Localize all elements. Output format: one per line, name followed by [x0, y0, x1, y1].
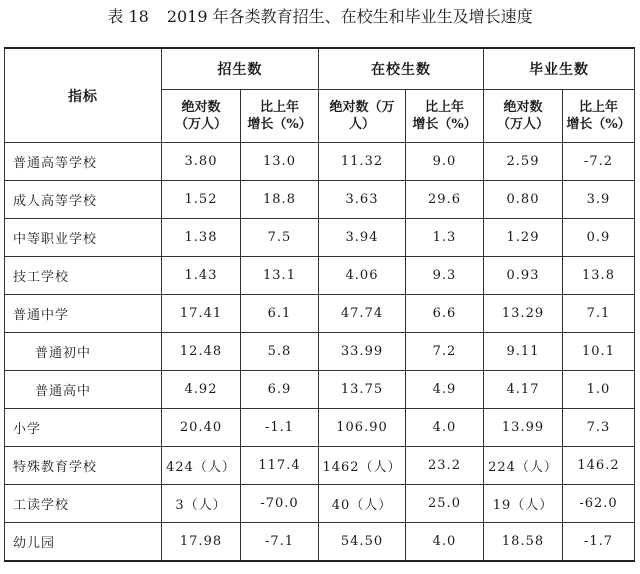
table-cell: 9.0	[406, 143, 484, 181]
row-label: 工读学校	[5, 485, 162, 523]
row-label: 中等职业学校	[5, 219, 162, 257]
table-cell: 11.32	[319, 143, 406, 181]
table-cell: 23.2	[406, 447, 484, 485]
table-cell: 20.40	[162, 409, 241, 447]
table-title	[0, 0, 640, 40]
indicator-header: 指标	[5, 48, 162, 143]
row-label: 特殊教育学校	[5, 447, 162, 485]
table-cell: 19（人）	[484, 485, 563, 523]
table-cell: 424（人）	[162, 447, 241, 485]
table-cell: 7.2	[406, 333, 484, 371]
table-cell: 3.80	[162, 143, 241, 181]
table-cell: -7.1	[241, 523, 319, 562]
table-cell: 4.0	[406, 523, 484, 562]
row-label: 普通中学	[5, 295, 162, 333]
table-cell: 13.1	[241, 257, 319, 295]
table-cell: -62.0	[563, 485, 635, 523]
table-cell: 7.3	[563, 409, 635, 447]
row-label: 小学	[5, 409, 162, 447]
table-cell: 9.3	[406, 257, 484, 295]
table-cell: 0.93	[484, 257, 563, 295]
table-caption: 2019 年各类教育招生、在校生和毕业生及增长速度	[166, 7, 533, 26]
table-row	[5, 333, 635, 371]
table-row	[5, 143, 635, 181]
row-label: 普通高中	[5, 371, 162, 409]
row-label: 成人高等学校	[5, 181, 162, 219]
table-cell: 1462（人）	[319, 447, 406, 485]
table-cell: 13.75	[319, 371, 406, 409]
sub-header: 绝对数 （万人）	[484, 90, 563, 143]
table-cell: 2.59	[484, 143, 563, 181]
table-cell: 40（人）	[319, 485, 406, 523]
table-row	[5, 257, 635, 295]
table-cell: 1.52	[162, 181, 241, 219]
sub-header: 比上年 增长（%）	[241, 90, 319, 143]
table-cell: 4.17	[484, 371, 563, 409]
table-cell: 1.0	[563, 371, 635, 409]
table-cell: 1.43	[162, 257, 241, 295]
table-cell: 13.0	[241, 143, 319, 181]
table-cell: 18.8	[241, 181, 319, 219]
table-cell: 12.48	[162, 333, 241, 371]
table-cell: 7.5	[241, 219, 319, 257]
table-cell: -1.7	[563, 523, 635, 562]
table-cell: -7.2	[563, 143, 635, 181]
table-cell: 29.6	[406, 181, 484, 219]
sub-header: 绝对数（万 人）	[319, 90, 406, 143]
table-cell: 106.90	[319, 409, 406, 447]
table-cell: 47.74	[319, 295, 406, 333]
table-cell: 6.6	[406, 295, 484, 333]
table-cell: 13.8	[563, 257, 635, 295]
table-cell: 117.4	[241, 447, 319, 485]
table-cell: 146.2	[563, 447, 635, 485]
table-cell: 4.9	[406, 371, 484, 409]
table-cell: 18.58	[484, 523, 563, 562]
table-cell: 0.80	[484, 181, 563, 219]
education-stats-table	[4, 47, 635, 562]
table-cell: 4.92	[162, 371, 241, 409]
row-label: 技工学校	[5, 257, 162, 295]
table-number: 表 18	[107, 7, 149, 26]
row-label: 普通高等学校	[5, 143, 162, 181]
table-cell: 13.29	[484, 295, 563, 333]
table-row	[5, 523, 635, 562]
table-cell: 5.8	[241, 333, 319, 371]
table-cell: 10.1	[563, 333, 635, 371]
table-cell: 1.29	[484, 219, 563, 257]
table-row	[5, 485, 635, 523]
sub-header: 比上年 增长（%）	[563, 90, 635, 143]
sub-header: 比上年 增长（%）	[406, 90, 484, 143]
table-cell: 1.3	[406, 219, 484, 257]
table-cell: 13.99	[484, 409, 563, 447]
table-cell: 6.1	[241, 295, 319, 333]
sub-header: 绝对数 （万人）	[162, 90, 241, 143]
table-cell: 3.9	[563, 181, 635, 219]
table-body	[5, 143, 635, 562]
table-cell: 9.11	[484, 333, 563, 371]
table-row	[5, 295, 635, 333]
table-cell: 7.1	[563, 295, 635, 333]
table-row	[5, 409, 635, 447]
table-cell: 0.9	[563, 219, 635, 257]
table-cell: -70.0	[241, 485, 319, 523]
students-header: 在校生数	[319, 48, 484, 90]
enrollment-header: 招生数	[162, 48, 319, 90]
table-cell: 33.99	[319, 333, 406, 371]
table-cell: 1.38	[162, 219, 241, 257]
table-cell: 224（人）	[484, 447, 563, 485]
table-row	[5, 447, 635, 485]
table-row	[5, 181, 635, 219]
table-cell: 17.41	[162, 295, 241, 333]
table-row	[5, 219, 635, 257]
table-cell: -1.1	[241, 409, 319, 447]
graduates-header: 毕业生数	[484, 48, 635, 90]
table-cell: 3.94	[319, 219, 406, 257]
header-row-groups	[5, 48, 635, 90]
table-cell: 4.06	[319, 257, 406, 295]
table-cell: 3（人）	[162, 485, 241, 523]
table-row	[5, 371, 635, 409]
row-label: 幼儿园	[5, 523, 162, 562]
table-cell: 54.50	[319, 523, 406, 562]
table-cell: 4.0	[406, 409, 484, 447]
table-cell: 3.63	[319, 181, 406, 219]
table-cell: 17.98	[162, 523, 241, 562]
row-label: 普通初中	[5, 333, 162, 371]
table-cell: 6.9	[241, 371, 319, 409]
table-cell: 25.0	[406, 485, 484, 523]
